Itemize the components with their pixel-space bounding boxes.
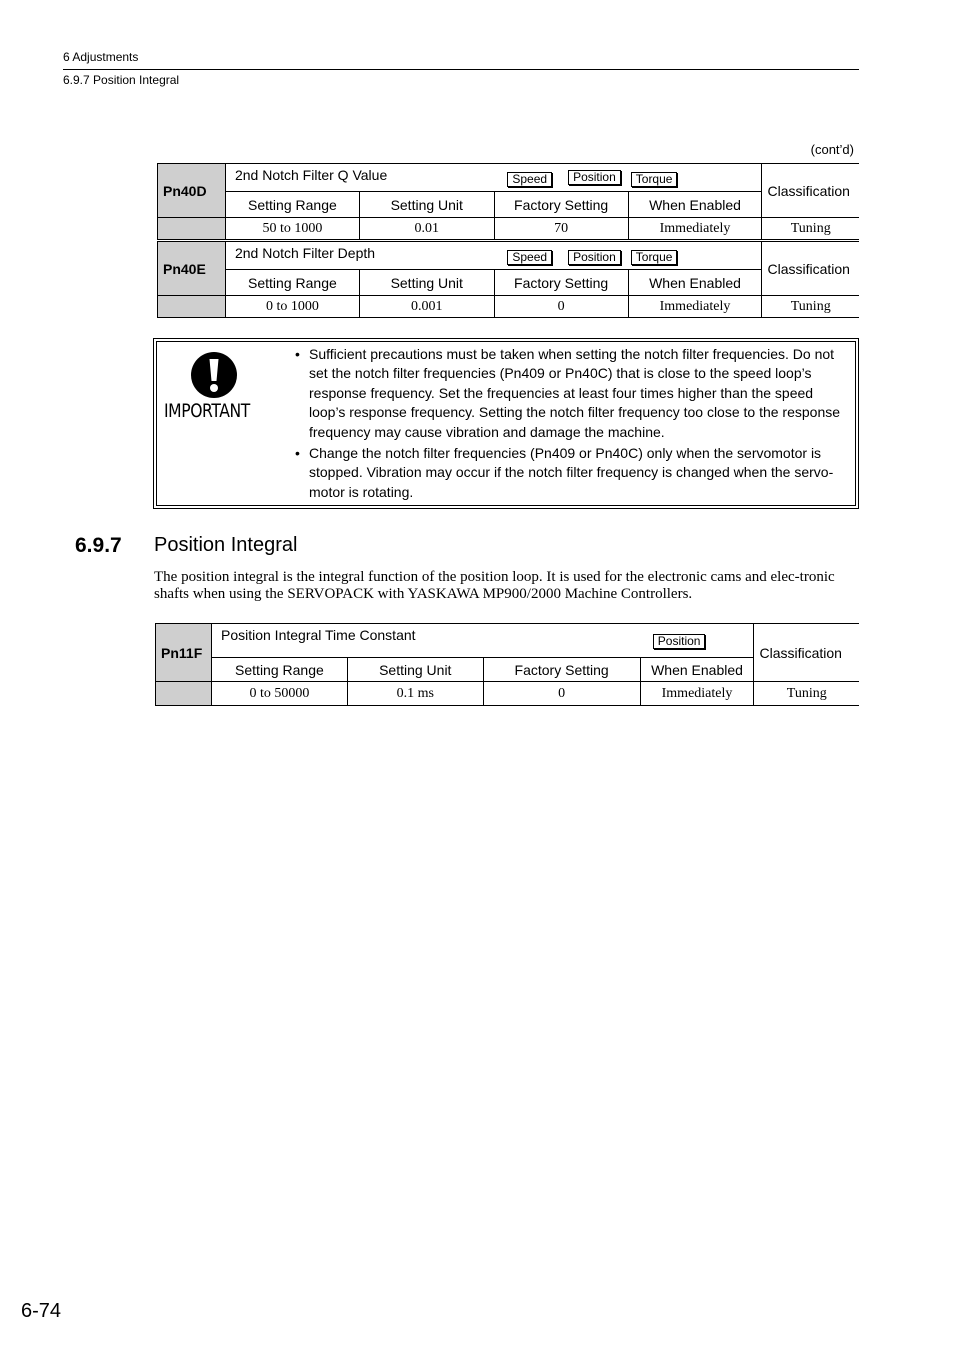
col-when-enabled: When Enabled	[640, 658, 754, 682]
param-id: Pn11F	[156, 624, 212, 682]
value-when-enabled: Immediately	[628, 296, 762, 318]
param-title-cell	[225, 164, 762, 192]
section-number: 6.9.7	[75, 534, 122, 557]
continued-label: (cont’d)	[810, 142, 854, 157]
control-mode-tags	[641, 632, 706, 649]
bullet: •	[295, 445, 300, 462]
important-notes	[295, 345, 851, 502]
note-text: Sufficient precautions must be taken when setting the notch filter frequencies. Do not set the notch filter frequencies (Pn409 or Pn40C) that is close to the speed loop’s response frequency. Set the frequencies at least four times higher than the speed loop’s response frequency. Setting the notch filter frequency too close to the response frequency may cause vibration and damage the machine.	[309, 346, 841, 440]
col-when-enabled: When Enabled	[628, 270, 762, 296]
note-text: Change the notch filter frequencies (Pn409 or Pn40C) only when the servomotor is stopped. Vibration may occur if the notch filter frequency is changed when the servo-motor is rotating.	[309, 445, 834, 500]
tag-speed: Speed	[507, 250, 552, 265]
value-classification: Tuning	[762, 218, 859, 240]
col-setting-range: Setting Range	[225, 192, 359, 218]
value-factory-setting: 0	[483, 682, 640, 706]
value-setting-range: 0 to 50000	[211, 682, 347, 706]
page-number: 6-74	[21, 1300, 62, 1322]
bullet: •	[295, 346, 300, 362]
value-when-enabled: Immediately	[628, 218, 762, 240]
col-when-enabled: When Enabled	[628, 192, 762, 218]
control-mode-tags	[495, 248, 677, 265]
param-name: Position Integral Time Constant	[220, 627, 416, 643]
param-title-cell	[211, 624, 754, 658]
value-setting-range: 50 to 1000	[225, 218, 359, 240]
control-mode-tags	[495, 170, 677, 187]
important-note-2	[295, 444, 851, 502]
tag-torque: Torque	[631, 250, 678, 265]
tag-torque: Torque	[631, 172, 678, 187]
col-setting-unit: Setting Unit	[347, 658, 483, 682]
param-name: 2nd Notch Filter Q Value	[234, 167, 388, 183]
value-setting-unit: 0.001	[359, 296, 494, 318]
value-factory-setting: 70	[494, 218, 628, 240]
param-table-pn40e	[157, 241, 859, 318]
classification-header: Classification	[762, 164, 859, 218]
value-classification: Tuning	[762, 296, 859, 318]
exclamation-icon	[191, 352, 237, 398]
col-setting-unit: Setting Unit	[359, 192, 494, 218]
header-rule	[63, 69, 859, 70]
param-id-spacer	[156, 682, 212, 706]
col-factory-setting: Factory Setting	[494, 192, 628, 218]
value-factory-setting: 0	[494, 296, 628, 318]
tag-position: Position	[653, 634, 706, 649]
col-factory-setting: Factory Setting	[494, 270, 628, 296]
classification-header: Classification	[762, 242, 859, 296]
col-factory-setting: Factory Setting	[483, 658, 640, 682]
tag-position: Position	[568, 170, 621, 185]
param-id: Pn40D	[158, 164, 226, 218]
section-title: Position Integral	[154, 534, 298, 556]
param-name: 2nd Notch Filter Depth	[234, 245, 376, 261]
running-header-section: 6.9.7 Position Integral	[63, 73, 180, 87]
col-setting-range: Setting Range	[211, 658, 347, 682]
value-setting-unit: 0.1 ms	[347, 682, 483, 706]
section-body-text: The position integral is the integral function of the position loop. It is used for the electronic cams and elec-tronic shafts when using the SERVOPACK with YASKAWA MP900/2000 Machine Controllers.	[154, 569, 835, 602]
param-table-pn40d	[157, 163, 859, 240]
tag-position: Position	[568, 250, 621, 265]
value-setting-unit: 0.01	[359, 218, 494, 240]
value-setting-range: 0 to 1000	[225, 296, 359, 318]
classification-header: Classification	[754, 624, 859, 682]
tag-speed: Speed	[507, 172, 552, 187]
value-when-enabled: Immediately	[640, 682, 754, 706]
running-header-chapter: 6 Adjustments	[63, 50, 139, 64]
param-table-pn11f	[155, 623, 859, 706]
value-classification: Tuning	[754, 682, 859, 706]
param-title-cell	[225, 242, 762, 270]
important-label: IMPORTANT	[164, 400, 250, 422]
param-id-spacer	[158, 296, 226, 318]
col-setting-unit: Setting Unit	[359, 270, 494, 296]
col-setting-range: Setting Range	[225, 270, 359, 296]
param-id: Pn40E	[158, 242, 226, 296]
important-note-1	[295, 345, 851, 442]
param-id-spacer	[158, 218, 226, 240]
